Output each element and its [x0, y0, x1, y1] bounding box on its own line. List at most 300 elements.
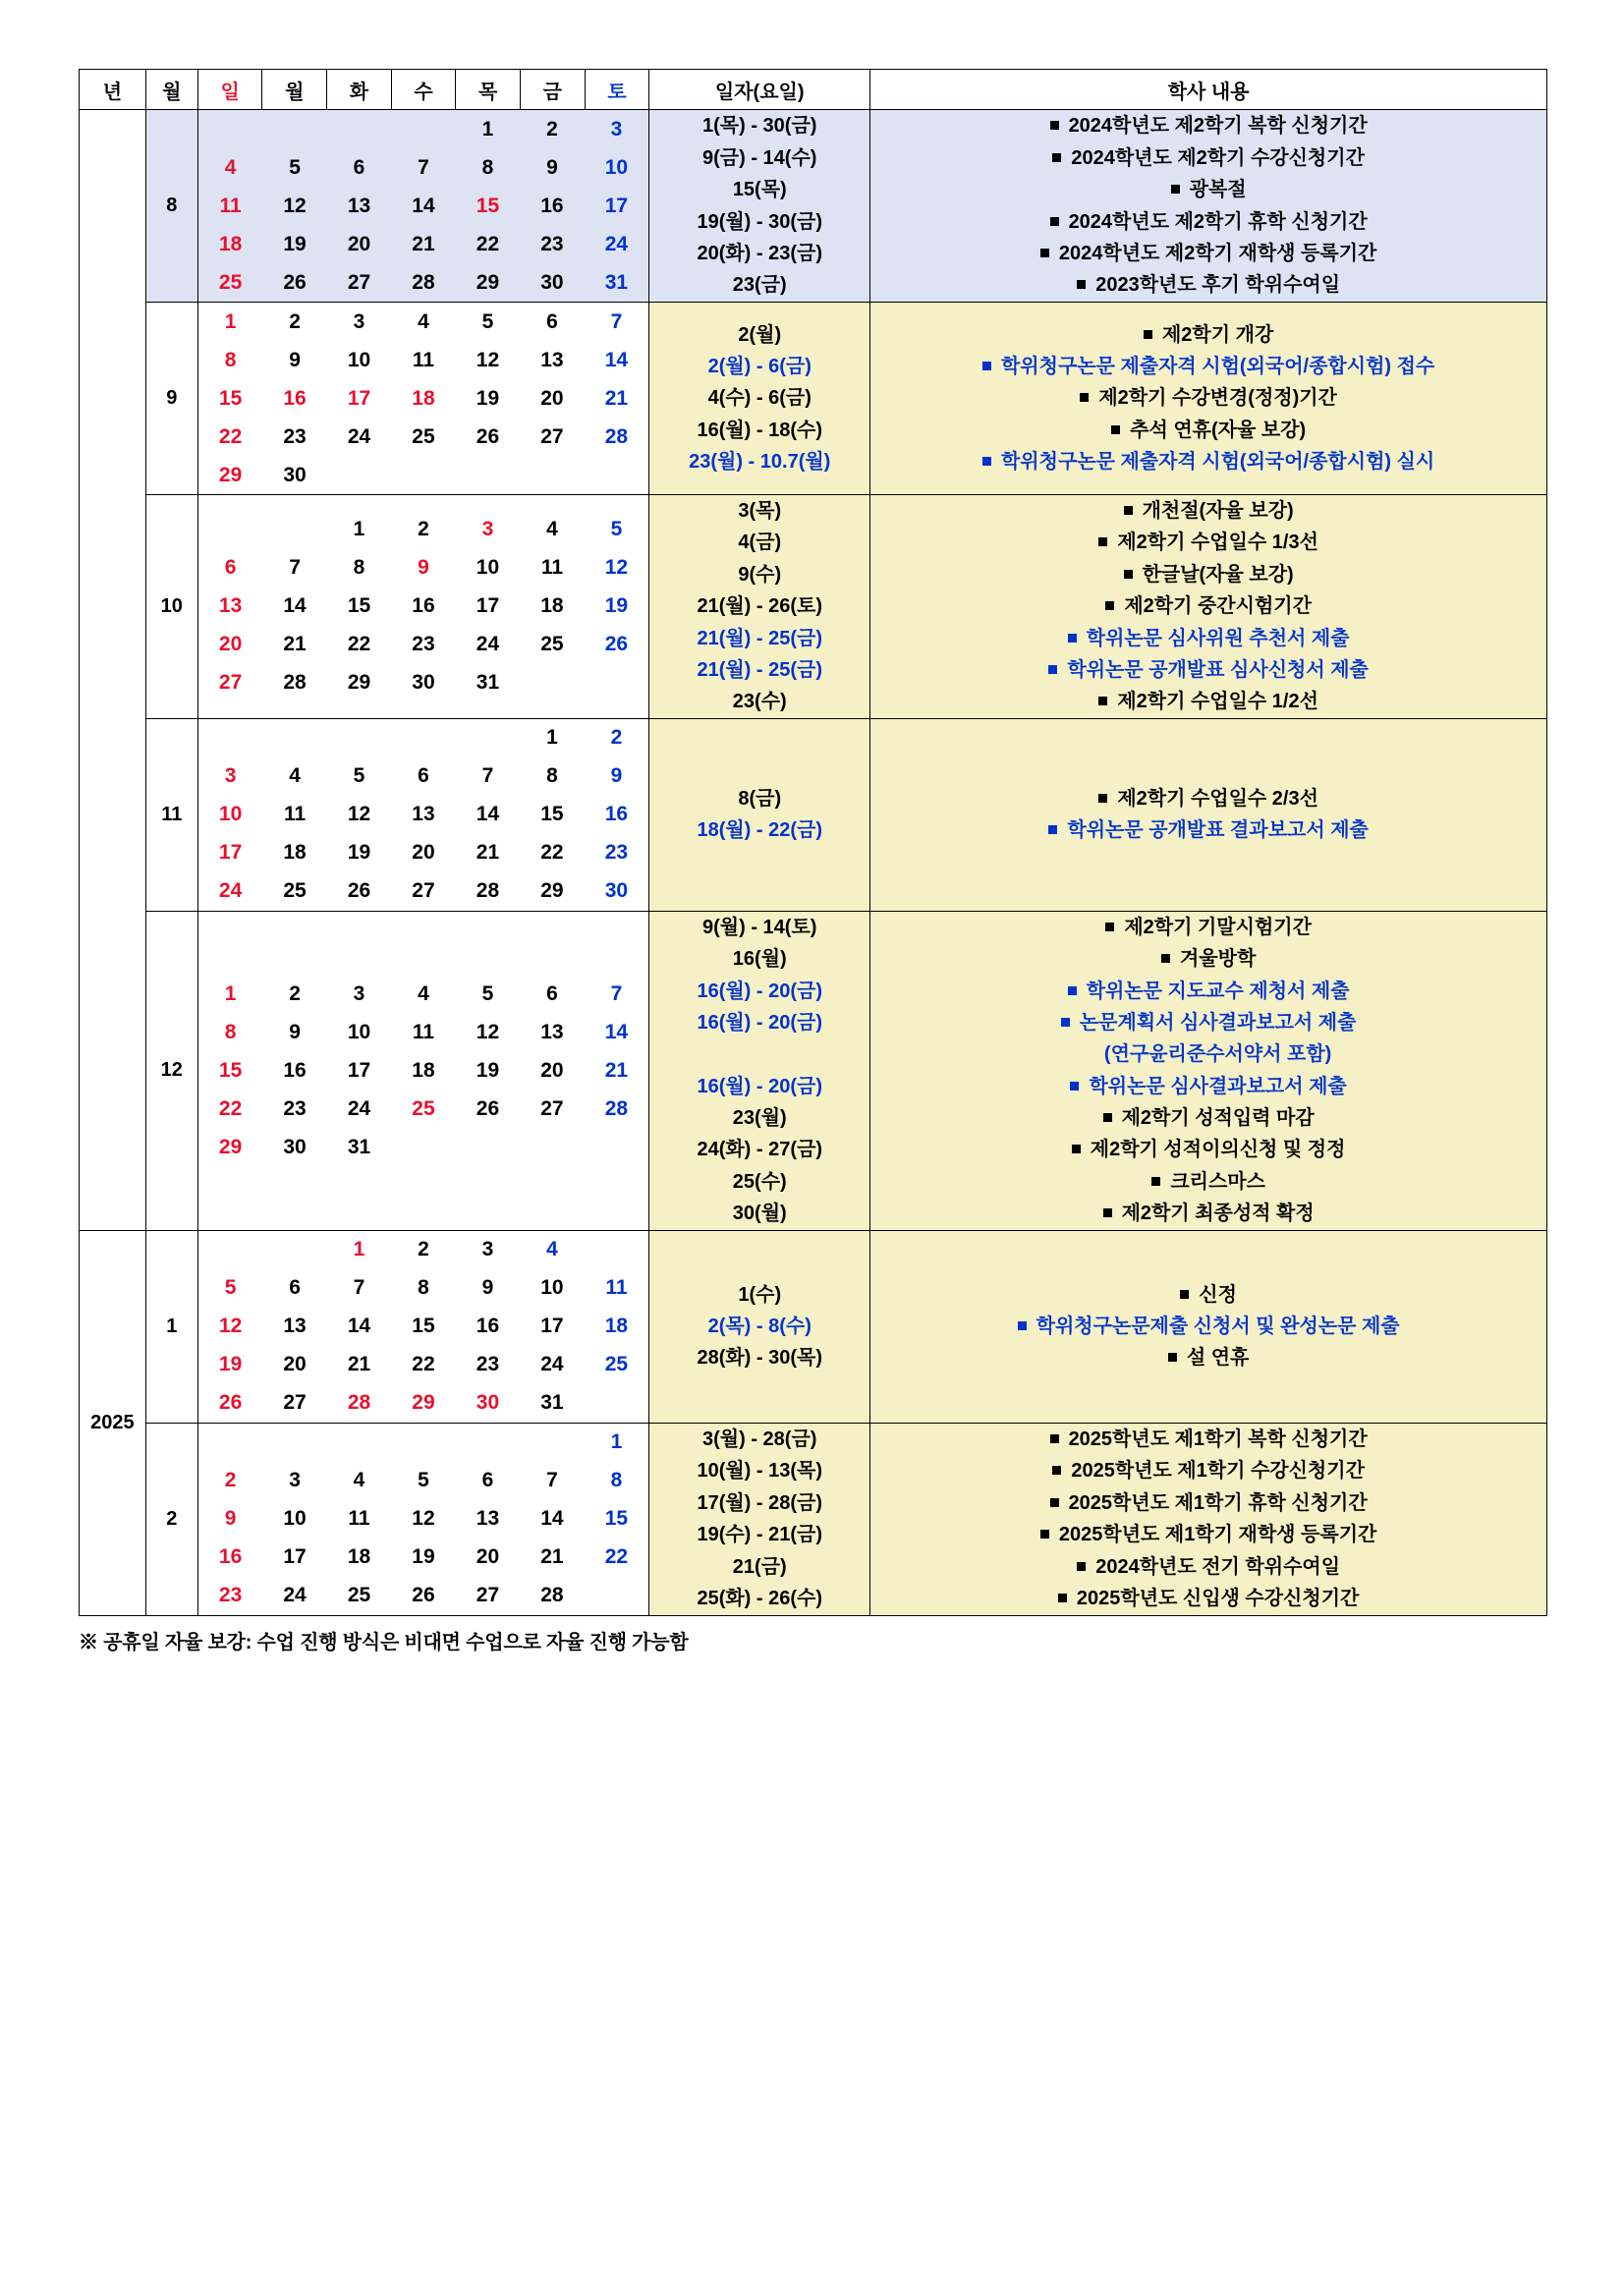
- day-cell: 30: [604, 879, 629, 903]
- content-cell: [870, 110, 1547, 303]
- day-cell: 12: [412, 1507, 435, 1531]
- content-text: 제2학기 수강변경(정정)기간: [1098, 387, 1337, 410]
- content-line: [870, 527, 1546, 558]
- day-cell: 23: [476, 1353, 500, 1376]
- day-cell: 21: [412, 232, 435, 255]
- date-line: 23(월) - 10.7(월): [689, 451, 831, 474]
- month-row: [80, 1423, 1547, 1615]
- day-cell-empty: [456, 456, 520, 494]
- day-cell: 26: [347, 879, 371, 903]
- day-cell: 4: [224, 155, 237, 179]
- day-cell: 20: [540, 386, 564, 410]
- day-cell-empty: [520, 456, 584, 494]
- day-cell: 25: [218, 270, 243, 294]
- day-cell: 10: [283, 1507, 307, 1531]
- day-cell: 12: [347, 803, 371, 826]
- content-line: [870, 1455, 1546, 1486]
- content-text: 2024학년도 제2학기 휴학 신청기간: [1068, 210, 1368, 233]
- content-text: 제2학기 중간시험기간: [1124, 595, 1312, 618]
- day-cell-empty: [262, 1231, 326, 1269]
- day-cell: 21: [604, 386, 629, 410]
- square-bullet-icon: [1098, 537, 1107, 546]
- square-bullet-icon: [1068, 986, 1077, 995]
- content-line: [870, 269, 1546, 301]
- day-grid: [197, 303, 648, 495]
- square-bullet-icon: [1171, 185, 1180, 194]
- date-line: 4(수) - 6(금): [707, 387, 812, 410]
- content-line: [870, 654, 1546, 686]
- day-cell: 25: [604, 1353, 629, 1376]
- content-line: [870, 1166, 1546, 1198]
- content-cell: [870, 718, 1547, 911]
- day-cell: 30: [283, 1135, 307, 1158]
- day-cell: 12: [476, 1020, 500, 1043]
- date-line: 21(월) - 26(토): [697, 595, 822, 618]
- week-row: [198, 379, 648, 418]
- day-cell: 5: [481, 981, 494, 1005]
- day-cell: 2: [418, 1238, 429, 1261]
- day-cell: 10: [218, 803, 243, 826]
- header-dow-fri: 금: [520, 70, 585, 110]
- day-cell: 2: [224, 1469, 237, 1492]
- week-row: [198, 1051, 648, 1090]
- day-cell: 5: [224, 1276, 237, 1300]
- day-cell-empty: [520, 1424, 584, 1462]
- day-cell: 23: [412, 633, 435, 656]
- day-cell: 14: [540, 1507, 564, 1531]
- day-cell: 4: [546, 518, 558, 541]
- content-line: [870, 1424, 1546, 1455]
- day-cell: 15: [540, 803, 564, 826]
- day-cell: 13: [476, 1507, 500, 1531]
- day-cell: 7: [353, 1276, 365, 1300]
- square-bullet-icon: [1050, 121, 1059, 130]
- day-cell: 16: [540, 194, 564, 217]
- day-cell: 11: [412, 1020, 435, 1043]
- content-line: [870, 319, 1546, 351]
- day-cell-empty: [391, 1128, 455, 1166]
- day-cell: 26: [283, 270, 307, 294]
- academic-calendar-table: [79, 69, 1547, 1616]
- content-line: [870, 1102, 1546, 1134]
- day-cell: 25: [540, 633, 564, 656]
- day-cell: 25: [412, 424, 435, 448]
- date-line: 1(수): [738, 1283, 782, 1306]
- month-row: [80, 1230, 1547, 1423]
- day-cell: 26: [476, 1096, 500, 1120]
- day-cell: 17: [347, 386, 371, 410]
- day-cell: 29: [218, 1135, 243, 1158]
- day-cell: 24: [347, 1096, 371, 1120]
- dates-cell: [649, 1230, 870, 1423]
- day-cell: 11: [348, 1507, 370, 1531]
- day-cell: 31: [476, 671, 500, 695]
- header-dow-tue: 화: [327, 70, 392, 110]
- day-cell: 4: [353, 1469, 365, 1492]
- content-line: [870, 238, 1546, 269]
- day-grid: [197, 1230, 648, 1423]
- day-cell: 2: [546, 117, 558, 140]
- week-row: [198, 1384, 648, 1423]
- square-bullet-icon: [1058, 1594, 1067, 1602]
- content-text: 2025학년도 제1학기 재학생 등록기간: [1058, 1524, 1377, 1546]
- date-line: 16(월): [732, 948, 787, 971]
- table-header: [80, 70, 1547, 110]
- square-bullet-icon: [1077, 280, 1086, 289]
- day-cell: 11: [412, 348, 435, 371]
- date-line: 23(수): [732, 691, 787, 713]
- month-cell: 11: [145, 718, 197, 911]
- day-cell: 18: [347, 1545, 371, 1569]
- content-text: 2025학년도 제1학기 복학 신청기간: [1068, 1428, 1368, 1450]
- content-line: [870, 1038, 1546, 1070]
- day-cell: 15: [604, 1507, 629, 1531]
- day-cell: 11: [540, 556, 564, 580]
- day-cell: 11: [219, 194, 242, 217]
- day-cell: 16: [604, 803, 629, 826]
- footnote: ※ 공휴일 자율 보강: 수업 진행 방식은 비대면 수업으로 자율 진행 가능함: [79, 1631, 689, 1653]
- day-cell: 26: [476, 424, 500, 448]
- day-cell: 3: [481, 518, 494, 541]
- day-cell: 25: [347, 1584, 371, 1607]
- day-cell: 22: [347, 633, 371, 656]
- day-cell: 5: [353, 764, 365, 788]
- day-cell: 15: [218, 1058, 243, 1082]
- day-cell: 28: [476, 879, 500, 903]
- content-line: [870, 1134, 1546, 1165]
- month-cell: 12: [145, 911, 197, 1230]
- day-cell: 30: [412, 671, 435, 695]
- day-cell: 1: [224, 309, 237, 333]
- day-cell-empty: [198, 1424, 262, 1462]
- content-text: 설 연휴: [1186, 1347, 1250, 1370]
- date-line: 24(화) - 27(금): [697, 1139, 822, 1161]
- content-text: 제2학기 개강: [1161, 323, 1274, 346]
- day-cell: 2: [289, 981, 301, 1005]
- header-year: 년: [80, 70, 146, 110]
- week-row: [198, 225, 648, 263]
- dates-cell: [649, 911, 870, 1230]
- day-cell: 1: [224, 981, 237, 1005]
- day-cell: 7: [289, 556, 301, 580]
- date-line: 16(월) - 18(수): [697, 419, 822, 441]
- square-bullet-icon: [982, 457, 991, 466]
- day-grid: [197, 1423, 648, 1615]
- square-bullet-icon: [1098, 697, 1107, 705]
- day-cell: 29: [218, 463, 243, 486]
- date-line: 2(목) - 8(수): [707, 1315, 812, 1337]
- day-cell-empty: [198, 719, 262, 757]
- content-text: 2024학년도 전기 학위수여일: [1095, 1555, 1341, 1578]
- header-dow-sat: 토: [585, 70, 649, 110]
- day-cell: 27: [476, 1584, 500, 1607]
- day-cell: 4: [418, 981, 429, 1005]
- day-cell: 28: [347, 1391, 371, 1415]
- content-line: [870, 1007, 1546, 1038]
- day-cell: 19: [218, 1353, 243, 1376]
- content-line: [870, 1198, 1546, 1229]
- square-bullet-icon: [1103, 1208, 1112, 1217]
- day-cell-empty: [327, 456, 391, 494]
- day-cell: 10: [540, 1276, 564, 1300]
- day-cell: 13: [347, 194, 371, 217]
- day-cell: 9: [289, 348, 301, 371]
- content-text: 학위논문 지도교수 제청서 제출: [1086, 980, 1350, 1002]
- square-bullet-icon: [1040, 249, 1049, 257]
- day-cell: 13: [218, 594, 243, 618]
- day-cell: 27: [540, 1096, 564, 1120]
- day-cell: 1: [481, 117, 494, 140]
- day-cell: 6: [481, 1469, 494, 1492]
- week-row: [198, 719, 648, 757]
- content-line: [870, 559, 1546, 590]
- day-cell: 12: [476, 348, 500, 371]
- table-body: [80, 110, 1547, 1616]
- day-cell-empty: [391, 719, 455, 757]
- day-cell: 17: [604, 194, 629, 217]
- content-text: 학위청구논문제출 신청서 및 완성논문 제출: [1036, 1315, 1400, 1337]
- day-cell: 26: [604, 633, 629, 656]
- content-text: 한글날(자율 보강): [1142, 563, 1294, 586]
- day-cell-empty: [585, 456, 649, 494]
- day-cell-empty: [585, 664, 649, 702]
- day-cell: 12: [283, 194, 307, 217]
- day-cell: 11: [605, 1276, 628, 1300]
- day-cell: 2: [289, 309, 301, 333]
- day-cell: 20: [540, 1058, 564, 1082]
- day-cell: 8: [481, 155, 494, 179]
- date-line: 4(금): [738, 532, 782, 554]
- content-line: [870, 142, 1546, 174]
- square-bullet-icon: [1048, 825, 1057, 834]
- week-row: [198, 872, 648, 911]
- date-line: [649, 1038, 869, 1070]
- day-cell: 1: [610, 1430, 623, 1454]
- day-cell: 28: [604, 424, 629, 448]
- day-cell: 27: [283, 1391, 307, 1415]
- square-bullet-icon: [1050, 217, 1059, 226]
- content-line: [870, 1071, 1546, 1102]
- content-text: 개천절(자율 보강): [1142, 500, 1294, 522]
- square-bullet-icon: [1124, 506, 1133, 515]
- day-cell: 3: [289, 1469, 301, 1492]
- square-bullet-icon: [1052, 1466, 1061, 1475]
- year-cell: [80, 110, 146, 1231]
- day-cell: 3: [353, 309, 365, 333]
- content-text: 2025학년도 제1학기 수강신청기간: [1071, 1460, 1365, 1483]
- content-cell: [870, 911, 1547, 1230]
- content-line: [870, 976, 1546, 1007]
- day-cell: 24: [283, 1584, 307, 1607]
- day-grid: [197, 495, 648, 719]
- day-cell: 12: [218, 1315, 243, 1338]
- week-row: [198, 263, 648, 302]
- day-cell: 17: [218, 841, 243, 865]
- day-cell: 29: [347, 671, 371, 695]
- day-cell-empty: [198, 511, 262, 549]
- date-line: 19(월) - 30(금): [697, 210, 822, 233]
- day-cell: 6: [546, 309, 558, 333]
- day-cell: 1: [353, 518, 365, 541]
- day-cell-empty: [456, 1128, 520, 1166]
- day-cell: 21: [604, 1058, 629, 1082]
- square-bullet-icon: [1105, 923, 1114, 931]
- day-cell: 19: [604, 594, 629, 618]
- dates-cell: [649, 303, 870, 495]
- content-line: [870, 1342, 1546, 1373]
- day-cell: 15: [347, 594, 371, 618]
- content-text: 광복절: [1189, 179, 1247, 201]
- square-bullet-icon: [1018, 1321, 1027, 1330]
- day-cell: 30: [283, 463, 307, 486]
- day-cell: 14: [604, 348, 629, 371]
- date-line: 2(월) - 6(금): [707, 355, 812, 377]
- date-line: 3(월) - 28(금): [702, 1428, 817, 1450]
- week-row: [198, 1231, 648, 1269]
- header-content-column: 학사 내용: [870, 70, 1547, 110]
- content-line: [870, 110, 1546, 141]
- day-cell: 12: [604, 556, 629, 580]
- day-cell: 21: [347, 1353, 371, 1376]
- month-row: [80, 495, 1547, 719]
- square-bullet-icon: [1105, 601, 1114, 610]
- week-row: [198, 303, 648, 341]
- day-cell: 6: [224, 556, 237, 580]
- day-cell: 18: [412, 1058, 435, 1082]
- day-cell: 24: [604, 232, 629, 255]
- content-line: [870, 783, 1546, 814]
- day-cell-empty: [327, 719, 391, 757]
- date-line: 17(월) - 28(금): [697, 1491, 822, 1514]
- week-row: [198, 757, 648, 796]
- week-row: [198, 1577, 648, 1615]
- content-text: 학위논문 심사위원 추천서 제출: [1086, 627, 1350, 649]
- day-cell: 14: [412, 194, 435, 217]
- date-line: 21(월) - 25(금): [697, 658, 822, 681]
- day-cell-empty: [456, 719, 520, 757]
- date-line: 16(월) - 20(금): [697, 1075, 822, 1097]
- content-line: [870, 1583, 1546, 1614]
- content-line: [870, 814, 1546, 846]
- square-bullet-icon: [1052, 153, 1061, 162]
- day-cell: 4: [289, 764, 301, 788]
- date-line: 9(수): [738, 563, 782, 586]
- day-cell: 15: [218, 386, 243, 410]
- week-row: [198, 1269, 648, 1308]
- day-cell: 22: [218, 424, 243, 448]
- month-cell: 9: [145, 303, 197, 495]
- day-cell: 5: [481, 309, 494, 333]
- day-cell: 7: [481, 764, 494, 788]
- day-cell: 18: [540, 594, 564, 618]
- day-cell-empty: [391, 456, 455, 494]
- square-bullet-icon: [1072, 1145, 1081, 1153]
- date-line: 20(화) - 23(금): [697, 242, 822, 264]
- date-line: 10(월) - 13(목): [697, 1460, 822, 1483]
- day-cell: 7: [418, 155, 429, 179]
- day-cell: 24: [476, 633, 500, 656]
- day-cell: 10: [347, 348, 371, 371]
- day-cell: 16: [218, 1545, 243, 1569]
- content-line: [870, 1551, 1546, 1583]
- day-cell: 1: [546, 726, 558, 750]
- month-cell: 1: [145, 1230, 197, 1423]
- month-row: [80, 303, 1547, 495]
- day-cell: 21: [283, 633, 307, 656]
- square-bullet-icon: [1070, 1082, 1079, 1091]
- day-cell: 23: [283, 424, 307, 448]
- date-line: 2(월): [738, 323, 782, 346]
- square-bullet-icon: [1040, 1530, 1049, 1539]
- day-cell: 9: [610, 764, 623, 788]
- month-row: [80, 110, 1547, 303]
- week-row: [198, 1128, 648, 1166]
- day-cell: 4: [546, 1238, 558, 1261]
- day-cell-empty: [262, 1424, 326, 1462]
- header-dow-mon: 월: [262, 70, 327, 110]
- day-cell: 3: [224, 764, 237, 788]
- day-cell: 22: [604, 1545, 629, 1569]
- day-cell-empty: [327, 110, 391, 148]
- day-grid: [197, 718, 648, 911]
- day-cell: 30: [476, 1391, 500, 1415]
- day-cell: 6: [546, 981, 558, 1005]
- week-row: [198, 1346, 648, 1384]
- content-text: 2024학년도 제2학기 수강신청기간: [1071, 146, 1365, 169]
- day-cell: 23: [218, 1584, 243, 1607]
- day-cell-empty: [262, 719, 326, 757]
- day-cell: 5: [418, 1469, 429, 1492]
- day-cell-empty: [585, 1128, 649, 1166]
- day-cell: 23: [283, 1096, 307, 1120]
- year-cell: 2025: [80, 1230, 146, 1615]
- content-text: 제2학기 수업일수 1/3선: [1117, 532, 1318, 554]
- week-row: [198, 1539, 648, 1577]
- week-row: [198, 834, 648, 872]
- content-line: [870, 943, 1546, 975]
- day-cell: 18: [604, 1315, 629, 1338]
- square-bullet-icon: [1103, 1113, 1112, 1122]
- date-line: 9(월) - 14(토): [702, 916, 817, 938]
- day-cell: 5: [610, 518, 623, 541]
- content-text: 2025학년도 신입생 수강신청기간: [1076, 1587, 1360, 1609]
- header-row: [80, 70, 1547, 110]
- header-dow-sun: 일: [197, 70, 262, 110]
- date-line: 15(목): [732, 179, 787, 201]
- day-grid: [197, 911, 648, 1230]
- day-cell: 1: [353, 1238, 365, 1261]
- square-bullet-icon: [1050, 1434, 1059, 1443]
- day-cell: 13: [540, 348, 564, 371]
- content-text: 제2학기 수업일수 1/2선: [1117, 691, 1318, 713]
- day-cell: 19: [283, 232, 307, 255]
- date-line: 25(화) - 26(수): [697, 1587, 822, 1609]
- day-cell: 21: [540, 1545, 564, 1569]
- square-bullet-icon: [1161, 954, 1170, 963]
- day-cell: 22: [540, 841, 564, 865]
- day-cell: 8: [610, 1469, 623, 1492]
- content-line: [870, 912, 1546, 943]
- day-cell: 14: [283, 594, 307, 618]
- content-text: 학위논문 심사결과보고서 제출: [1089, 1075, 1347, 1097]
- content-text: 학위논문 공개발표 심사신청서 제출: [1067, 658, 1369, 681]
- day-cell: 20: [412, 841, 435, 865]
- date-line: 25(수): [732, 1170, 787, 1193]
- week-row: [198, 796, 648, 834]
- day-cell: 26: [412, 1584, 435, 1607]
- day-cell: 19: [412, 1545, 435, 1569]
- square-bullet-icon: [1144, 330, 1152, 339]
